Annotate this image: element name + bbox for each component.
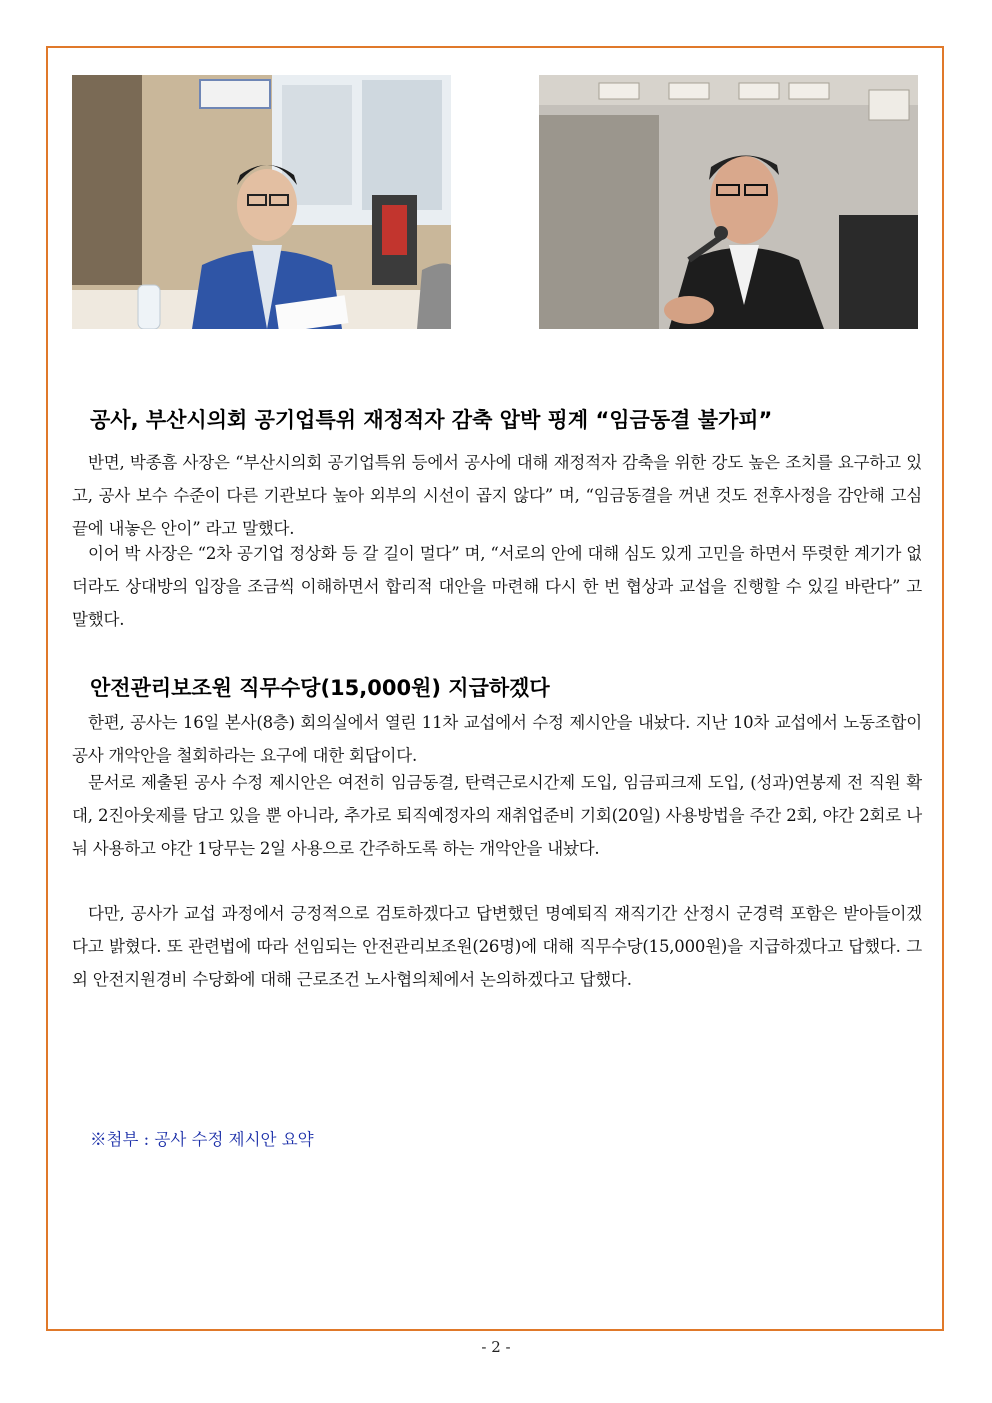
attachment-note[interactable]: ※첨부 : 공사 수정 제시안 요약 — [90, 1130, 314, 1149]
paragraph: 이어 박 사장은 “2차 공기업 정상화 등 갈 길이 멀다” 며, “서로의 안에 대해 심도 있게 고민을 하면서 뚜렷한 계기가 없더라도 상대방의 입장을 조금씩 이해하면서 합리적 대안을 마련해 다시 한 번 협상과 교섭을 진행할 수 있길 바란다” 고 말했다. — [72, 544, 922, 629]
photo-union-speaker — [72, 75, 451, 329]
paragraph: 문서로 제출된 공사 수정 제시안은 여전히 임금동결, 탄력근로시간제 도입, 임금피크제 도입, (성과)연봉제 전 직원 확대, 2진아웃제를 담고 있을 뿐 아니라, 추가로 퇴직예정자의 재취업준비 기회(20일) 사용방법을 주간 2회, 야간 2회로 나눠 사용하고 야간 1당무는 2일 사용으로 간주하도록 하는 개악안을 내놨다. — [72, 773, 922, 858]
paragraph: 다만, 공사가 교섭 과정에서 긍정적으로 검토하겠다고 답변했던 명예퇴직 재직기간 산정시 군경력 포함은 받아들이겠다고 밝혔다. 또 관련법에 따라 선임되는 안전관리보조원(26명)에 대해 직무수당(15,000원)을 지급하겠다고 답했다. 그 외 안전지원경비 수당화에 대해 근로조건 노사협의체에서 논의하겠다고 답했다. — [72, 904, 922, 989]
page-number: - 2 - — [481, 1338, 511, 1356]
photo-ceo-speaker — [539, 75, 918, 329]
paragraph: 반면, 박종흠 사장은 “부산시의회 공기업특위 등에서 공사에 대해 재정적자 감축을 위한 강도 높은 조치를 요구하고 있고, 공사 보수 수준이 다른 기관보다 높아 외부의 시선이 곱지 않다” 며, “임금동결을 꺼낸 것도 전후사정을 감안해 고심 끝에 내놓은 안이” 라고 말했다. — [72, 453, 922, 538]
section-heading-duty-allowance: 안전관리보조원 직무수당(15,000원) 지급하겠다 — [90, 676, 550, 700]
paragraph: 한편, 공사는 16일 본사(8층) 회의실에서 열린 11차 교섭에서 수정 제시안을 내놨다. 지난 10차 교섭에서 노동조합이 공사 개악안을 철회하라는 요구에 대한 회답이다. — [72, 713, 922, 765]
section-heading-wage-freeze: 공사, 부산시의회 공기업특위 재정적자 감축 압박 핑계 “임금동결 불가피” — [90, 408, 773, 432]
